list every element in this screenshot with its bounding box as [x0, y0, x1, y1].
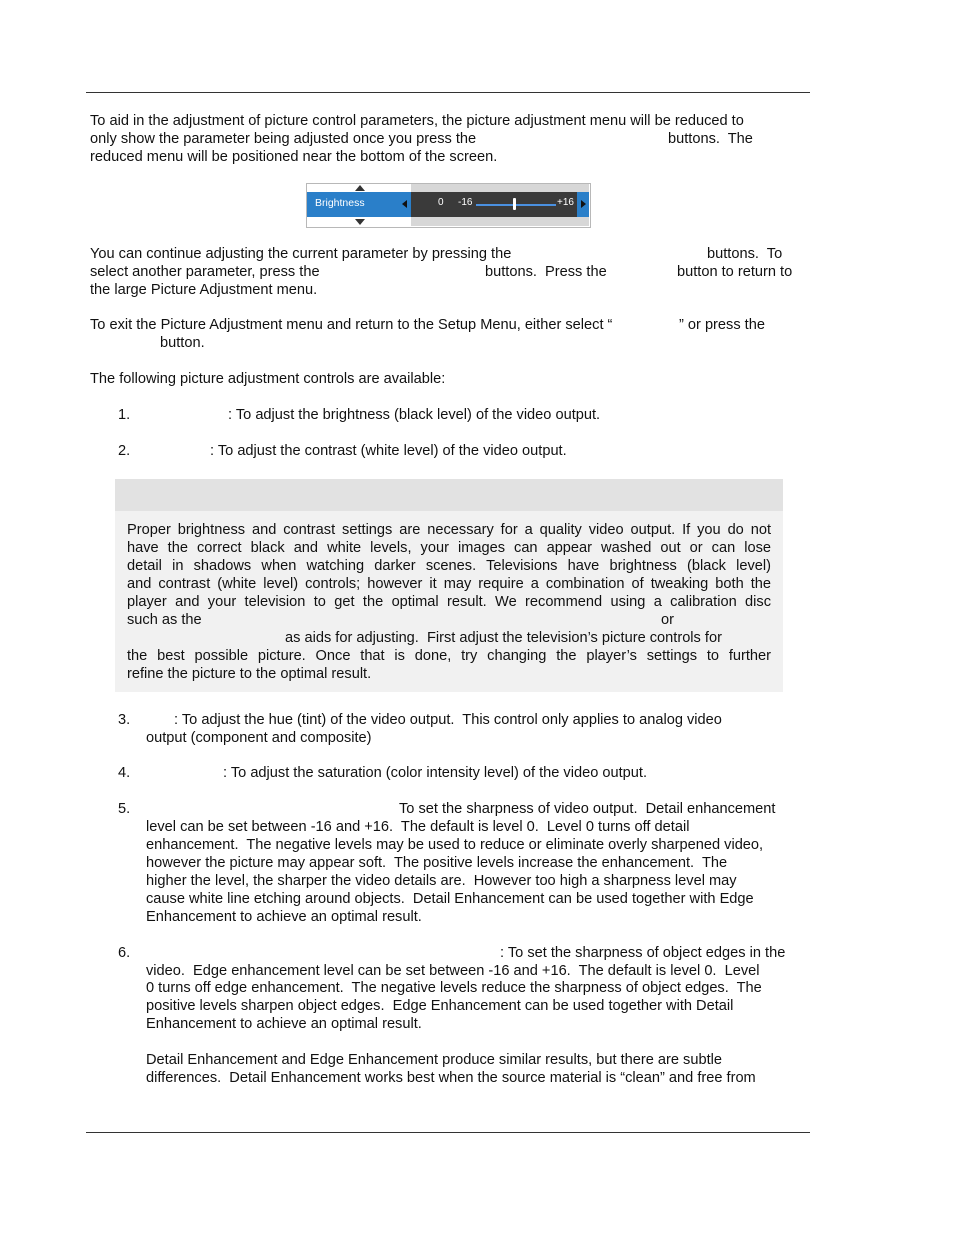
note-line-9: refine the picture to the optimal result. — [127, 666, 372, 682]
osd-max-value: +16 — [557, 197, 574, 208]
note-line-5: player and your television to get the optimal result. We recommend using a calibration disc — [127, 594, 771, 610]
note-line-2: have the correct black and white levels, your images can appear washed out or can lose — [127, 540, 771, 556]
intro-line-1: To aid in the adjustment of picture control parameters, the picture adjustment menu will be reduced to — [90, 113, 744, 129]
note-line-8: the best possible picture. Once that is done, try changing the player’s settings to further — [127, 648, 771, 664]
continue-line-3: the large Picture Adjustment menu. — [90, 282, 318, 298]
osd-slider-track — [476, 204, 556, 206]
item-6-para2-line-1: Detail Enhancement and Edge Enhancement produce similar results, but there are subtle — [146, 1052, 722, 1068]
item-2-text: : To adjust the contrast (white level) of the video output. — [210, 443, 567, 459]
osd-parameter-label — [307, 192, 411, 217]
note-header-bar — [115, 479, 783, 511]
item-6-line-4: positive levels sharpen object edges. Edge Enhancement can be used together with Detail — [146, 998, 734, 1014]
item-3-line-1: : To adjust the hue (tint) of the video output. This control only applies to analog video — [174, 712, 722, 728]
item-5-line-5: higher the level, the sharper the video details are. However too high a sharpness level may — [146, 873, 737, 889]
item-2-number: 2. — [118, 443, 131, 459]
exit-line-1a: To exit the Picture Adjustment menu and return to the Setup Menu, either select “ — [90, 317, 613, 333]
continue-line-1a: You can continue adjusting the current parameter by pressing the — [90, 246, 512, 262]
intro-line-2b: buttons. The — [668, 131, 753, 147]
right-arrow-icon — [581, 200, 586, 208]
item-6-line-3: 0 turns off edge enhancement. The negative levels reduce the sharpness of object edges. The — [146, 980, 762, 996]
intro-line-3: reduced menu will be positioned near the bottom of the screen. — [90, 149, 498, 165]
item-6-line-1: : To set the sharpness of object edges in the — [500, 945, 786, 961]
exit-line-1b: ” or press the — [679, 317, 765, 333]
header-rule — [86, 92, 810, 93]
osd-label-text: Brightness — [315, 197, 365, 209]
left-arrow-icon — [402, 200, 407, 208]
note-line-6a: such as the — [127, 612, 202, 628]
item-6-para2-line-2: differences. Detail Enhancement works best when the source material is “clean” and free from — [146, 1070, 756, 1086]
continue-line-2a: select another parameter, press the — [90, 264, 320, 280]
osd-min-value: -16 — [458, 197, 473, 208]
available-controls-text: The following picture adjustment controls are available: — [90, 371, 446, 387]
note-line-4: and contrast (white level) controls; however it may require a combination of tweaking both the — [127, 576, 771, 592]
osd-slider-knob — [513, 198, 516, 210]
continue-line-2b: buttons. Press the — [485, 264, 607, 280]
item-5-line-7: Enhancement to achieve an optimal result. — [146, 909, 422, 925]
item-1-text: : To adjust the brightness (black level) of the video output. — [228, 407, 601, 423]
item-5-line-3: enhancement. The negative levels may be used to reduce or eliminate overly sharpened video, — [146, 837, 764, 853]
osd-current-value: 0 — [438, 197, 444, 208]
footer-rule — [86, 1132, 810, 1133]
intro-line-2: only show the parameter being adjusted once you press the — [90, 131, 477, 147]
reduced-adjustment-menu — [306, 183, 591, 228]
up-arrow-icon — [355, 185, 365, 191]
item-4-text: : To adjust the saturation (color intensity level) of the video output. — [223, 765, 648, 781]
osd-bottom-band — [411, 217, 589, 226]
note-line-7: as aids for adjusting. First adjust the television’s picture controls for — [285, 630, 722, 646]
item-5-number: 5. — [118, 801, 131, 817]
item-3-number: 3. — [118, 712, 131, 728]
item-6-line-5: Enhancement to achieve an optimal result. — [146, 1016, 422, 1032]
osd-top-band — [411, 184, 589, 192]
note-line-3: detail in shadows when watching darker scenes. Televisions have brightness (black level) — [127, 558, 771, 574]
down-arrow-icon — [355, 219, 365, 225]
item-5-line-1: To set the sharpness of video output. Detail enhancement — [399, 801, 776, 817]
item-5-line-2: level can be set between -16 and +16. The default is level 0. Level 0 turns off detail — [146, 819, 690, 835]
item-6-line-2: video. Edge enhancement level can be set between -16 and +16. The default is level 0. Level — [146, 963, 760, 979]
exit-line-2: button. — [160, 335, 205, 351]
item-4-number: 4. — [118, 765, 131, 781]
item-6-number: 6. — [118, 945, 131, 961]
item-3-line-2: output (component and composite) — [146, 730, 372, 746]
continue-line-1b: buttons. To — [707, 246, 783, 262]
item-1-number: 1. — [118, 407, 131, 423]
note-line-1: Proper brightness and contrast settings are necessary for a quality video output. If you do not — [127, 522, 771, 538]
note-line-6b: or — [661, 612, 674, 628]
item-5-line-6: cause white line etching around objects. Detail Enhancement can be used together with Edge — [146, 891, 754, 907]
continue-line-2c: button to return to — [677, 264, 793, 280]
item-5-line-4: however the picture may appear soft. The positive levels increase the enhancement. The — [146, 855, 728, 871]
